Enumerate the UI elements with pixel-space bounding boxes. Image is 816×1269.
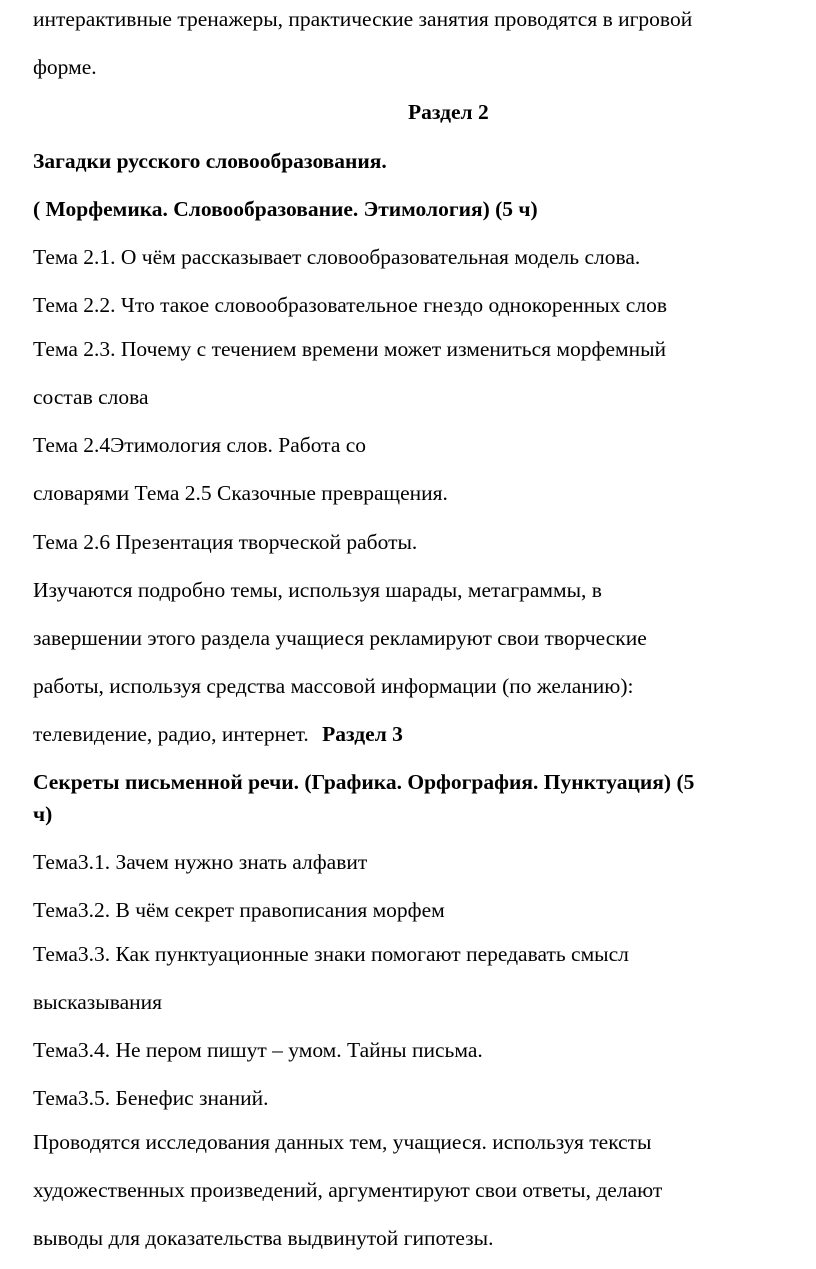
section-3-title-line-2: ч) (33, 802, 53, 826)
topic-2-2: Тема 2.2. Что такое словообразовательное гнездо однокоренных слов (33, 293, 667, 317)
section-2-title: Загадки русского словообразования. (33, 149, 387, 173)
section-3-heading: Раздел 3 (322, 722, 403, 746)
topic-3-2: Тема3.2. В чём секрет правописания морфем (33, 898, 445, 922)
section-3-description-line-3: выводы для доказательства выдвинутой гипотезы. (33, 1226, 494, 1250)
section-3-description-line-1: Проводятся исследования данных тем, учащиеся. используя тексты (33, 1130, 652, 1154)
section-3-description-line-2: художественных произведений, аргументируют свои ответы, делают (33, 1178, 663, 1202)
topic-2-4-line-1: Тема 2.4Этимология слов. Работа со (33, 433, 367, 457)
topic-3-5: Тема3.5. Бенефис знаний. (33, 1086, 269, 1110)
section-2-description-line-3: работы, используя средства массовой информации (по желанию): (33, 674, 634, 698)
topic-2-3-line-1: Тема 2.3. Почему с течением времени может измениться морфемный (33, 337, 667, 361)
section-2-description-line-4 (33, 721, 403, 747)
intro-line-2: форме. (33, 55, 97, 79)
section-3-title-line-1: Секреты письменной речи. (Графика. Орфография. Пунктуация) (5 (33, 770, 695, 794)
topic-3-3-line-1: Тема3.3. Как пунктуационные знаки помогают передавать смысл (33, 942, 629, 966)
section-2-description-line-2: завершении этого раздела учащиеся рекламируют свои творческие (33, 626, 647, 650)
section-2-heading: Раздел 2 (408, 100, 489, 124)
topic-2-1: Тема 2.1. О чём рассказывает словообразовательная модель слова. (33, 245, 641, 269)
topic-3-1: Тема3.1. Зачем нужно знать алфавит (33, 850, 368, 874)
section-2-description-text: телевидение, радио, интернет. (33, 722, 315, 746)
topic-2-3-line-2: состав слова (33, 385, 149, 409)
section-2-subtitle: ( Морфемика. Словообразование. Этимология) (5 ч) (33, 197, 538, 221)
topic-3-4: Тема3.4. Не пером пишут – умом. Тайны письма. (33, 1038, 483, 1062)
section-2-description-line-1: Изучаются подробно темы, используя шарады, метаграммы, в (33, 578, 602, 602)
topic-3-3-line-2: высказывания (33, 990, 163, 1014)
topic-2-4-line-2: словарями Тема 2.5 Сказочные превращения. (33, 481, 448, 505)
topic-2-6: Тема 2.6 Презентация творческой работы. (33, 530, 418, 554)
intro-line-1: интерактивные тренажеры, практические занятия проводятся в игровой (33, 7, 693, 31)
